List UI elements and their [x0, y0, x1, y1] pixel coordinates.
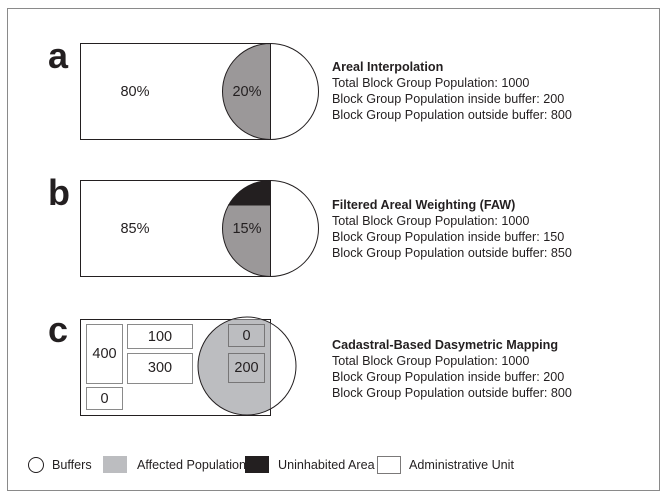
parcel-value: 300 [147, 360, 173, 376]
panel-a-description [332, 59, 572, 123]
description-line: Block Group Population outside buffer: 800 [332, 108, 572, 122]
parcel-value: 100 [147, 329, 173, 345]
description-line: Block Group Population inside buffer: 150 [332, 230, 565, 244]
parcel-value: 0 [242, 328, 251, 344]
panel-b-letter: b [48, 172, 70, 213]
description-line: Total Block Group Population: 1000 [332, 76, 530, 90]
description-line: Block Group Population outside buffer: 800 [332, 386, 572, 400]
panel-c-description [332, 337, 572, 401]
legend-buffer-circle-icon [29, 458, 44, 473]
panel-b-inside-pct: 15% [232, 221, 262, 237]
panel-b-buffer-circle [271, 181, 319, 277]
panel-b-description [332, 197, 572, 261]
legend-item-buffers: Buffers [52, 458, 92, 472]
legend-item-administrative-unit: Administrative Unit [409, 458, 514, 472]
panel-a-inside-pct: 20% [232, 84, 262, 100]
panel-c-title: Cadastral-Based Dasymetric Mapping [332, 338, 559, 352]
parcel-value: 0 [100, 391, 109, 407]
description-line: Block Group Population outside buffer: 850 [332, 246, 572, 260]
legend-item-affected-population: Affected Population [137, 458, 246, 472]
panel-b-title: Filtered Areal Weighting (FAW) [332, 198, 516, 212]
legend-item-uninhabited-area: Uninhabited Area [278, 458, 375, 472]
panel-a-buffer-circle [271, 44, 319, 140]
parcel-value: 400 [92, 346, 117, 362]
panel-b-outside-pct: 85% [120, 221, 150, 237]
panel-a-title: Areal Interpolation [332, 60, 444, 74]
description-line: Block Group Population inside buffer: 200 [332, 370, 565, 384]
description-line: Block Group Population inside buffer: 200 [332, 92, 565, 106]
parcel-value: 200 [234, 360, 259, 376]
description-line: Total Block Group Population: 1000 [332, 354, 530, 368]
panel-c-letter: c [48, 309, 69, 350]
panel-a-outside-pct: 80% [120, 84, 150, 100]
description-line: Total Block Group Population: 1000 [332, 214, 530, 228]
panel-a-letter: a [48, 35, 69, 76]
